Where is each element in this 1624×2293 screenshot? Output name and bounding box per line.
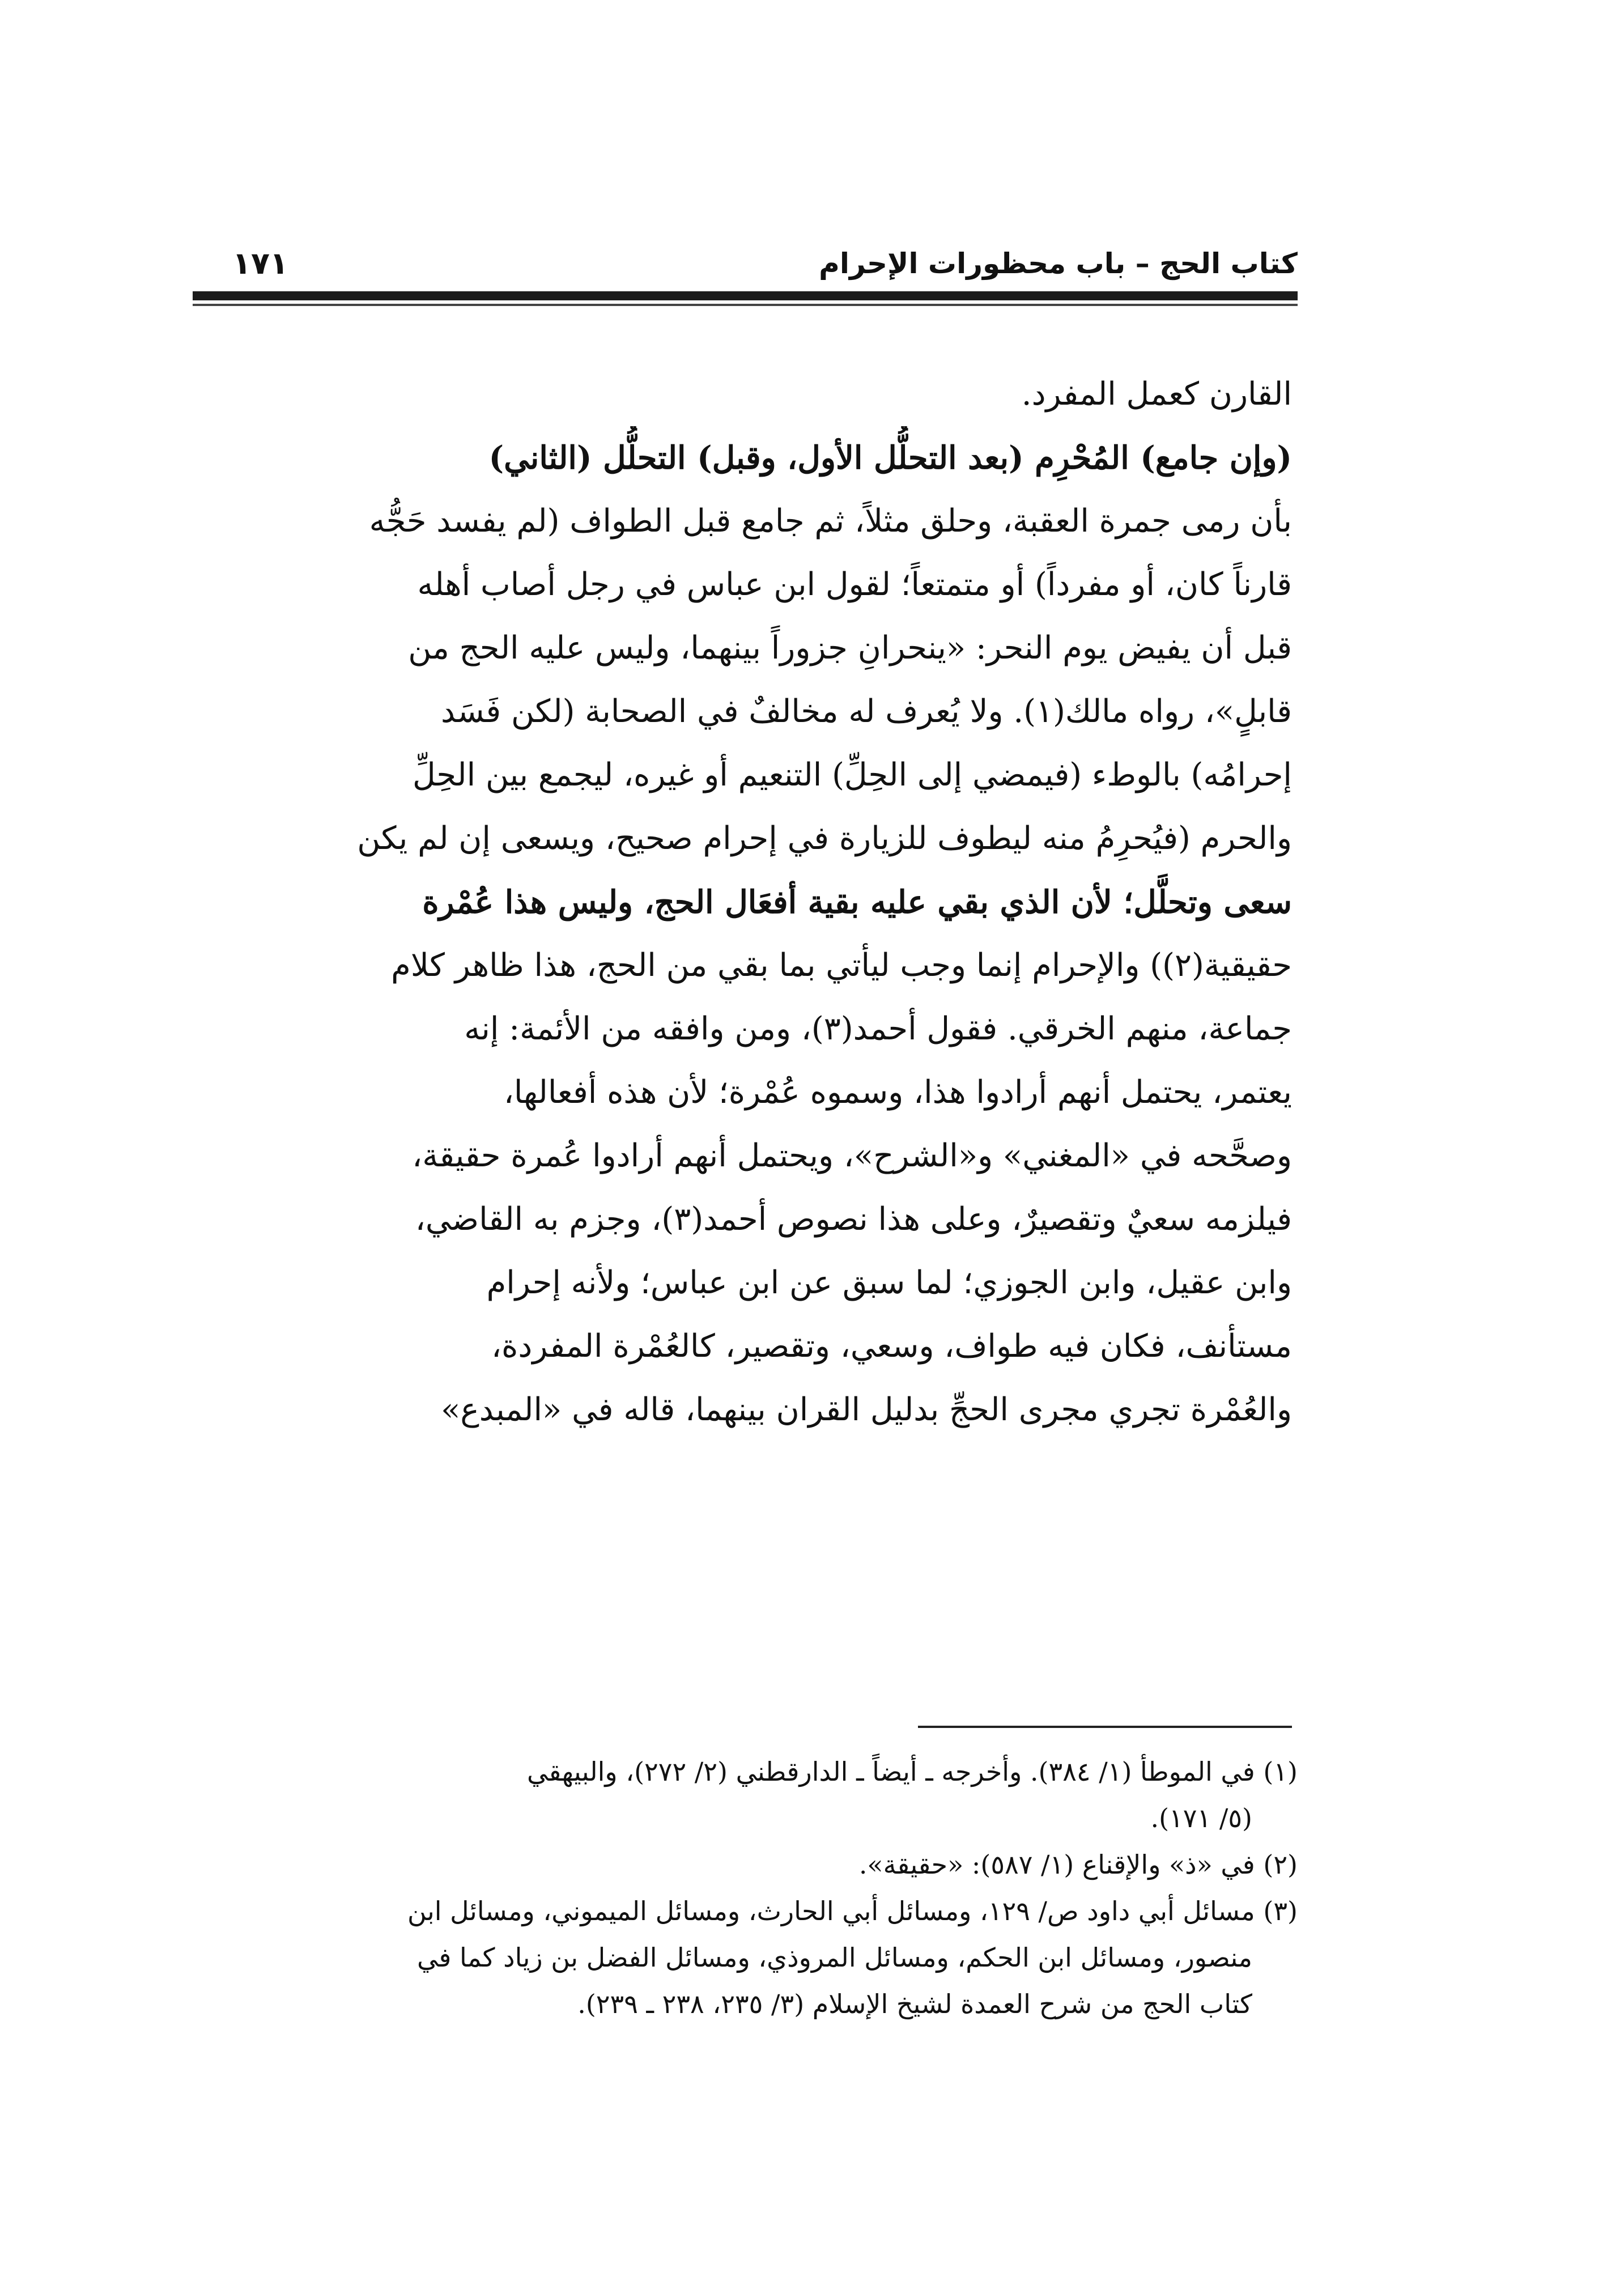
text-line: سعى وتحلَّل؛ لأن الذي بقي عليه بقية أفعَال الحج، وليس هذا عُمْرة xyxy=(422,884,1292,921)
text-line: قارناً كان، أو مفرداً) أو متمتعاً؛ لقول ابن عباس في رجل أصاب أهله xyxy=(417,566,1292,603)
footnote-line: كتاب الحج من شرح العمدة لشيخ الإسلام (٣/ ٢٣٥، ٢٣٨ ـ ٢٣٩). xyxy=(577,1989,1252,2019)
text-line: قبل أن يفيض يوم النحر: «ينحرانِ جزوراً بينهما، وليس عليه الحج من xyxy=(408,630,1292,666)
page-number: ١٧١ xyxy=(232,245,288,281)
footnotes xyxy=(193,1748,1298,2027)
header-rule-thin xyxy=(193,304,1298,306)
text-line: جماعة، منهم الخرقي. فقول أحمد(٣)، ومن وافقه من الأئمة: إنه xyxy=(464,1010,1292,1047)
text-line: بأن رمى جمرة العقبة، وحلق مثلاً، ثم جامع قبل الطواف (لم يفسد حَجُّه xyxy=(369,503,1292,540)
text-line: وابن عقيل، وابن الجوزي؛ لما سبق عن ابن عباس؛ ولأنه إحرام xyxy=(486,1264,1292,1301)
footnote-line: منصور، ومسائل ابن الحكم، ومسائل المروذي، ومسائل الفضل بن زياد كما في xyxy=(417,1942,1252,1973)
text-line: القارن كعمل المفرد. xyxy=(1021,376,1292,413)
text-line: فيلزمه سعيٌ وتقصيرٌ، وعلى هذا نصوص أحمد(٣)، وجزم به القاضي، xyxy=(415,1201,1292,1238)
text-line: وصحَّحه في «المغني» و«الشرح»، ويحتمل أنهم أرادوا عُمرة حقيقة، xyxy=(412,1137,1292,1174)
main-text xyxy=(198,363,1292,1442)
text-line: إحرامُه) بالوطء (فيمضي إلى الحِلِّ) التنعيم أو غيره، ليجمع بين الحِلِّ xyxy=(412,757,1292,793)
text-line: حقيقية(٢)) والإحرام إنما وجب ليأتي بما بقي من الحج، هذا ظاهر كلام xyxy=(391,947,1292,984)
text-line: قابلٍ»، رواه مالك(١). ولا يُعرف له مخالفٌ في الصحابة (لكن فَسَد xyxy=(441,693,1292,730)
footnote-line: (١) في الموطأ (١/ ٣٨٤). وأخرجه ـ أيضاً ـ الدارقطني (٢/ ٢٧٢)، والبيهقي xyxy=(527,1756,1298,1787)
running-title: كتاب الحج – باب محظورات الإحرام xyxy=(819,247,1298,280)
footnote-line: (٢) في «ذ» والإقناع (١/ ٥٨٧): «حقيقة». xyxy=(858,1849,1298,1880)
footnote-separator xyxy=(918,1726,1292,1728)
page-header xyxy=(193,244,1298,289)
text-line: يعتمر، يحتمل أنهم أرادوا هذا، وسموه عُمْرة؛ لأن هذه أفعالها، xyxy=(503,1074,1292,1111)
footnote-line: (٣) مسائل أبي داود ص/ ١٢٩، ومسائل أبي الحارث، ومسائل الميموني، ومسائل ابن xyxy=(407,1896,1298,1926)
text-line: والعُمْرة تجري مجرى الحجِّ بدليل القران بينهما، قاله في «المبدع» xyxy=(441,1391,1292,1428)
text-line: (وإن جامع) المُحْرِم (بعد التحلُّل الأول، وقبل) التحلُّل (الثاني) xyxy=(488,439,1292,477)
text-line: والحرم (فيُحرِمُ منه ليطوف للزيارة في إحرام صحيح، ويسعى إن لم يكن xyxy=(357,820,1292,857)
header-rule xyxy=(193,291,1298,300)
text-line: مستأنف، فكان فيه طواف، وسعي، وتقصير، كالعُمْرة المفردة، xyxy=(491,1328,1292,1365)
footnote-line: (٥/ ١٧١). xyxy=(1150,1803,1252,1833)
